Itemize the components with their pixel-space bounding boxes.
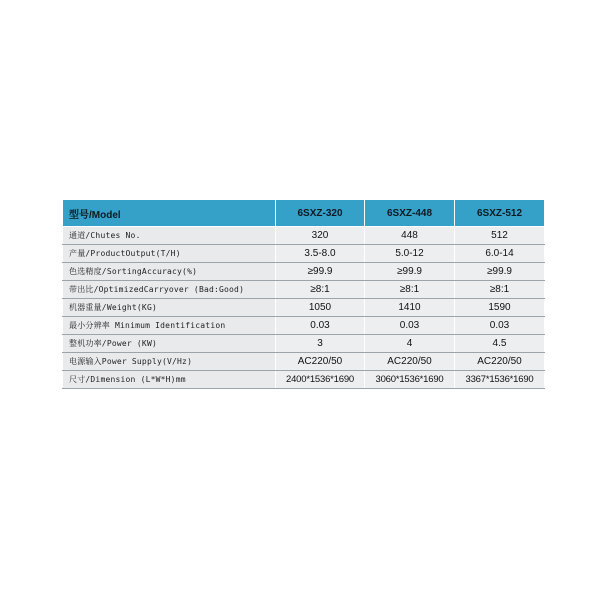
row-value: 4 bbox=[365, 335, 455, 353]
row-label: 最小分辨率 Minimum Identification bbox=[63, 317, 276, 335]
row-value: 1590 bbox=[455, 299, 545, 317]
row-value: 3367*1536*1690 bbox=[455, 371, 545, 389]
row-label: 通道/Chutes No. bbox=[63, 227, 276, 245]
row-value: ≥8:1 bbox=[365, 281, 455, 299]
row-label: 整机功率/Power (KW) bbox=[63, 335, 276, 353]
header-model-3: 6SXZ-512 bbox=[455, 200, 545, 227]
row-value: 3 bbox=[276, 335, 365, 353]
row-value: ≥99.9 bbox=[455, 263, 545, 281]
header-label: 型号/Model bbox=[63, 200, 276, 227]
table-row bbox=[63, 353, 545, 371]
row-value: 2400*1536*1690 bbox=[276, 371, 365, 389]
row-label: 产量/ProductOutput(T/H) bbox=[63, 245, 276, 263]
row-label: 色选精度/SortingAccuracy(%) bbox=[63, 263, 276, 281]
row-value: AC220/50 bbox=[276, 353, 365, 371]
table-row bbox=[63, 281, 545, 299]
row-value: 4.5 bbox=[455, 335, 545, 353]
row-value: ≥8:1 bbox=[276, 281, 365, 299]
row-value: ≥8:1 bbox=[455, 281, 545, 299]
header-model-2: 6SXZ-448 bbox=[365, 200, 455, 227]
table-row bbox=[63, 245, 545, 263]
table-row bbox=[63, 263, 545, 281]
row-value: AC220/50 bbox=[455, 353, 545, 371]
row-value: ≥99.9 bbox=[365, 263, 455, 281]
row-label: 带出比/OptimizedCarryover (Bad:Good) bbox=[63, 281, 276, 299]
row-value: 6.0-14 bbox=[455, 245, 545, 263]
row-value: 320 bbox=[276, 227, 365, 245]
row-label: 电源输入Power Supply(V/Hz) bbox=[63, 353, 276, 371]
row-value: ≥99.9 bbox=[276, 263, 365, 281]
table-row bbox=[63, 335, 545, 353]
row-value: 1050 bbox=[276, 299, 365, 317]
row-value: AC220/50 bbox=[365, 353, 455, 371]
row-value: 3060*1536*1690 bbox=[365, 371, 455, 389]
row-value: 0.03 bbox=[455, 317, 545, 335]
row-label: 机器重量/Weight(KG) bbox=[63, 299, 276, 317]
row-value: 5.0-12 bbox=[365, 245, 455, 263]
row-value: 1410 bbox=[365, 299, 455, 317]
row-label: 尺寸/Dimension (L*W*H)mm bbox=[63, 371, 276, 389]
row-value: 0.03 bbox=[365, 317, 455, 335]
header-model-1: 6SXZ-320 bbox=[276, 200, 365, 227]
header-row bbox=[63, 200, 545, 227]
spec-table bbox=[62, 199, 545, 389]
row-value: 3.5-8.0 bbox=[276, 245, 365, 263]
table-row bbox=[63, 317, 545, 335]
row-value: 0.03 bbox=[276, 317, 365, 335]
table-row bbox=[63, 299, 545, 317]
row-value: 448 bbox=[365, 227, 455, 245]
table-row bbox=[63, 371, 545, 389]
row-value: 512 bbox=[455, 227, 545, 245]
table-row bbox=[63, 227, 545, 245]
